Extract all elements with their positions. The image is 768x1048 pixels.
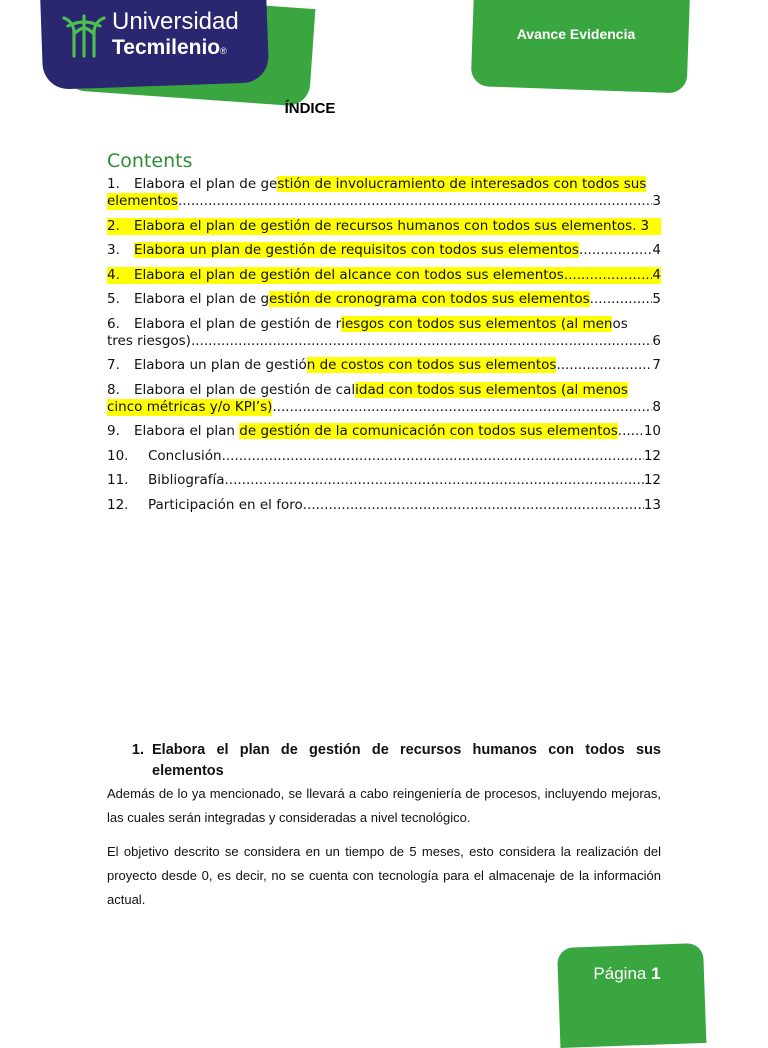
toc-page-number: 10 [643,423,661,439]
toc-page-number: 3 [652,193,661,209]
toc-entry-3[interactable] [107,242,661,259]
toc-text: Elabora un plan de gestió [134,357,307,373]
toc-entry-line [107,242,661,259]
section-paragraph-2: El objetivo descrito se considera en un tiempo de 5 meses, esto considera la realización del proyecto desde 0, es decir, no se cuenta con tecnología para el almacenaje de la información actual. [107,844,661,907]
toc-text-highlighted [107,218,636,235]
section-heading-text: Elabora el plan de gestión de recursos humanos con todos sus elementos [152,742,661,779]
toc-page-number: 3 [640,217,650,234]
toc-entry-line [107,316,661,333]
toc-entry-line [107,357,661,374]
toc-leader-dots [191,333,652,350]
table-of-contents [107,150,661,521]
toc-text: Elabora el plan de gestión de cal [134,381,356,398]
toc-leader-dots [590,291,653,308]
section-number: 1. [131,742,144,758]
toc-number: 4. [107,266,120,283]
toc-entry-9[interactable] [107,423,661,440]
tecmilenio-leaf-icon [60,14,108,58]
toc-entry-1[interactable] [107,176,661,210]
toc-number: 1. [107,176,120,192]
toc-text-group [107,267,564,284]
toc-page-number: 12 [643,447,661,464]
logo-registered-mark: ® [220,46,227,56]
section-paragraph-1: Además de lo ya mencionado, se llevará a cabo reingeniería de procesos, incluyendo mejoras, las cuales serán integradas y consideradas a nivel tecnológico. [107,786,661,825]
toc-page-number: 13 [643,496,661,513]
section-1 [107,740,661,922]
toc-leader-dots [303,497,644,514]
toc-text: os [612,315,628,332]
toc-entry-line [107,333,661,350]
section-heading [107,740,661,782]
toc-entry-line [107,448,661,465]
toc-text-highlighted: Elabora un plan de gestión de requisitos con todos sus elementos [134,242,579,258]
toc-number: 5. [107,291,120,307]
toc-entry-6[interactable] [107,316,661,350]
toc-text-group [107,357,556,374]
toc-entry-line [107,218,661,235]
toc-text-group [107,291,590,308]
toc-leader-dots [579,242,652,259]
toc-entry-5[interactable] [107,291,661,308]
toc-number: 3. [107,242,120,258]
toc-text-group [107,472,225,489]
logo-line-1: Universidad [112,8,239,35]
toc-text-highlighted: iesgos con todos sus elementos (al men [341,315,613,332]
toc-page-number: 12 [643,472,661,488]
logo-line-2 [112,37,239,58]
toc-text-highlighted: idad con todos sus elementos (al menos [355,381,628,398]
toc-entry-line [107,382,661,399]
toc-text-group [107,242,579,259]
toc-entry-8[interactable] [107,382,661,416]
toc-text: Elabora el plan [134,423,240,439]
toc-number: 8. [107,381,120,398]
toc-text: Bibliografía [148,472,225,488]
toc-text-highlighted: estión de cronograma con todos sus elementos [269,291,590,307]
toc-number: 11. [107,472,129,488]
page-number-label [560,964,694,984]
toc-page-number: 8 [652,398,661,415]
toc-entry-11[interactable] [107,472,661,489]
toc-entry-line [107,176,661,193]
header-badge-label: Avance Evidencia [516,26,636,42]
index-title: ÍNDICE [284,100,336,117]
toc-entry-line [107,399,661,416]
toc-text-highlighted: cinco métricas y/o KPI’s) [107,398,273,415]
toc-entry-line [107,193,661,210]
toc-entry-12[interactable] [107,497,661,514]
toc-number: 12. [107,496,129,513]
toc-leader-dots [178,193,652,210]
toc-number: 6. [107,315,120,332]
logo-line-2-text: Tecmilenio [112,36,221,59]
toc-number: 9. [107,423,120,439]
toc-leader-dots [272,399,652,416]
toc-text: Elabora el plan de ge [134,176,278,192]
page-number-box [557,943,706,1048]
toc-number: 7. [107,357,120,373]
toc-text-group [107,497,303,514]
toc-leader-dots [564,267,653,284]
toc-leader-dots [556,357,652,374]
toc-leader-dots [618,423,644,440]
toc-leader-dots [225,472,644,489]
toc-text: tres riesgos) [107,332,191,349]
toc-page-number: 7 [652,357,661,373]
toc-text-highlighted: elementos [107,193,178,209]
toc-text: Conclusión [148,447,222,464]
toc-entry-line [107,267,661,284]
toc-text-highlighted: stión de involucramiento de interesados con todos sus [277,176,647,192]
toc-page-number: 5 [652,291,661,307]
toc-entry-line [107,291,661,308]
toc-text: Participación en el foro [148,496,303,513]
page-label: Página [593,964,647,983]
toc-text-group [107,423,618,440]
logo-wordmark [112,10,239,58]
toc-page-number: 4 [652,242,661,258]
toc-text: Elabora el plan de g [134,291,270,307]
toc-leader-dots [222,448,644,465]
toc-text: Elabora el plan de gestión de r [134,315,342,332]
toc-text: Elabora el plan de gestión de recursos humanos con todos sus elementos. [134,217,637,234]
toc-page-number: 6 [652,332,661,349]
toc-entry-7[interactable] [107,357,661,374]
toc-entry-10[interactable] [107,448,661,465]
toc-number: 2. [107,217,120,234]
header-badge [471,0,690,93]
toc-text-highlighted: n de costos con todos sus elementos [306,357,557,373]
toc-entry-line [107,497,661,514]
toc-title: Contents [107,150,193,172]
toc-text-highlighted: de gestión de la comunicación con todos sus elementos [239,423,618,439]
page-number: 1 [651,964,661,983]
toc-text: Elabora el plan de gestión del alcance con todos sus elementos [134,266,564,283]
university-logo [40,0,280,92]
toc-entry-line [107,472,661,489]
toc-entry-2[interactable] [107,218,661,235]
toc-entry-4[interactable] [107,267,661,284]
toc-text-group [107,448,222,465]
toc-entry-line [107,423,661,440]
toc-number: 10. [107,447,129,464]
toc-page-number: 4 [652,266,661,283]
